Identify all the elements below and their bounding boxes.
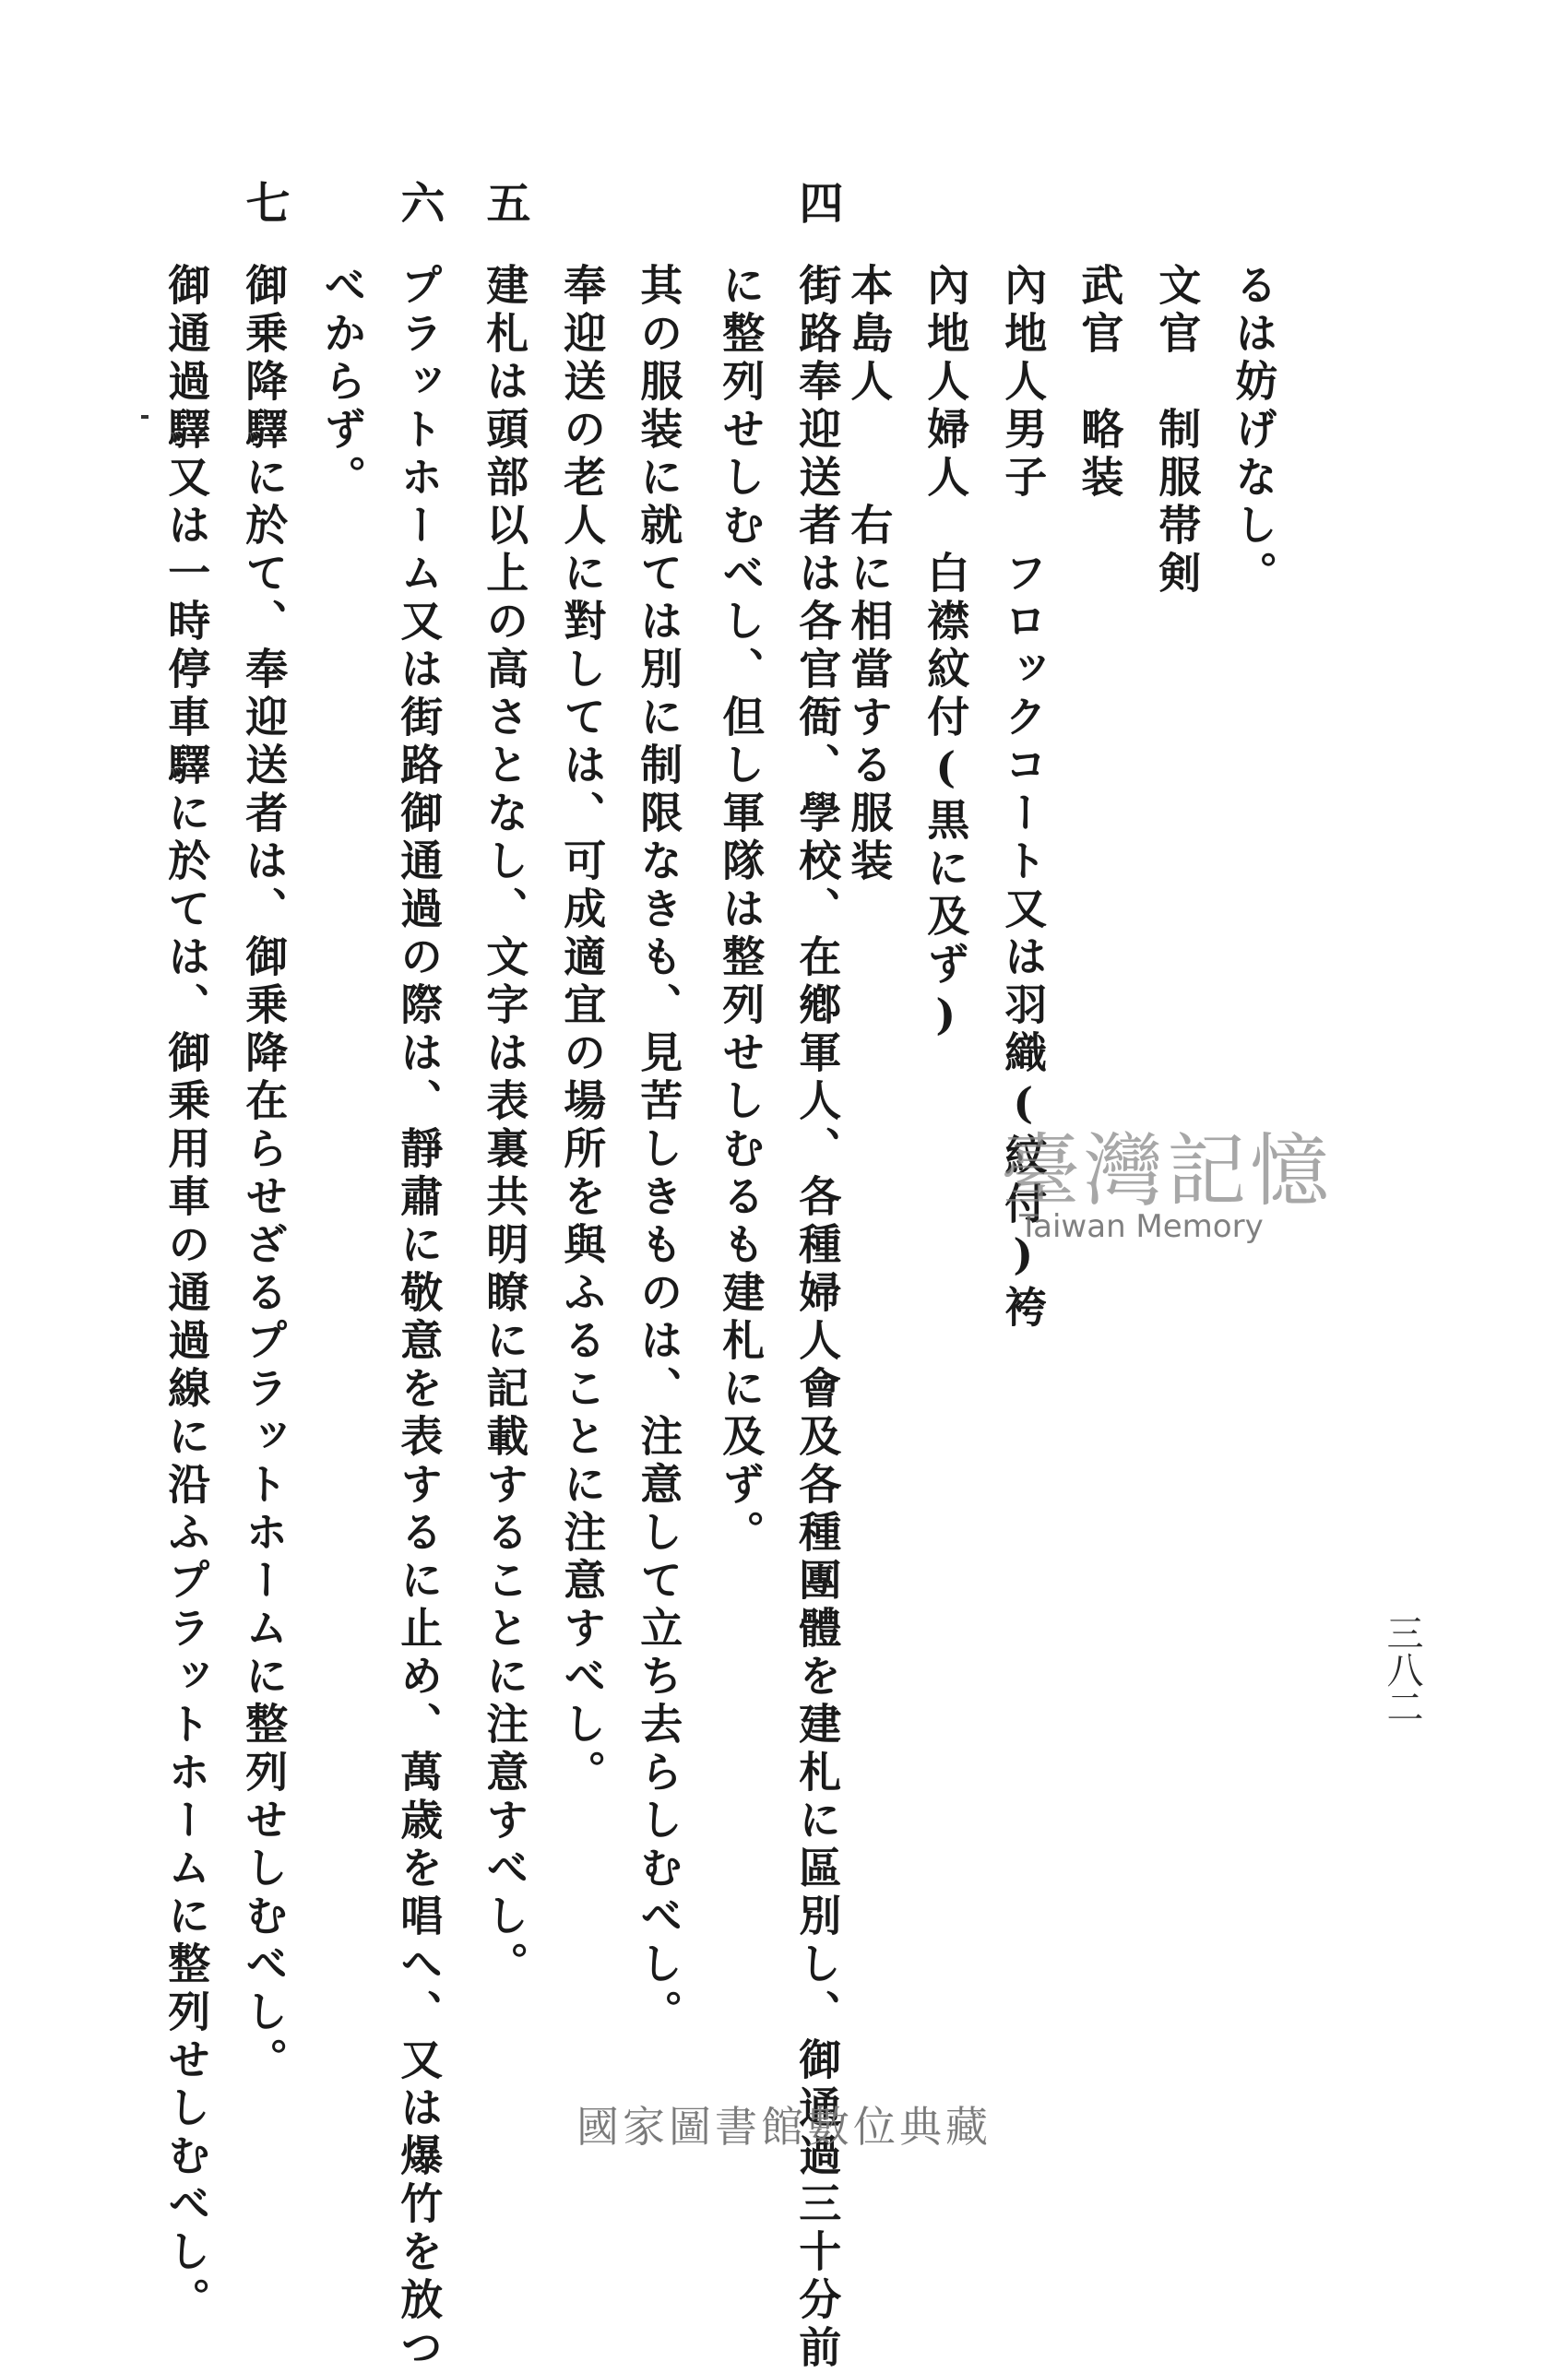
text-column-3: 武官 略装 bbox=[1075, 263, 1125, 503]
text-column-14: 御乗降驛に於て、奉迎送者は、御乗降在らせざるプラットホームに整列せしむべし。 bbox=[239, 263, 290, 2085]
watermark bbox=[1001, 1107, 1333, 1264]
section-number-5: 五 bbox=[479, 180, 530, 224]
text-column-12: プラットホーム又は街路御通過の際は、靜肅に敬意を表するに止め、萬歳を唱へ、又は爆竹を放つ bbox=[394, 263, 445, 2373]
text-column-9: 其の服装に就ては別に制限なきも、見苦しきものは、注意して立ち去らしむべし。 bbox=[634, 263, 684, 2037]
text-column-8: に整列せしむべし、但し軍隊は整列せしむるも建札に及ず。 bbox=[716, 263, 766, 1558]
text-column-10: 奉迎送の老人に對しては、可成適宜の場所を與ふることに注意すべし。 bbox=[557, 263, 608, 1798]
text-column-1: るは妨げなし。 bbox=[1229, 263, 1279, 599]
text-column-7: 街路奉迎送者は各官衙、學校、在鄕軍人、各種婦人會及各種團體を建札に區別し、御通過三十分前 bbox=[792, 263, 843, 2373]
section-number-4: 四 bbox=[791, 180, 843, 224]
watermark-title: 臺灣記憶 bbox=[1001, 1125, 1333, 1217]
text-column-4: 內地人男子 フロックコート又は羽織(紋付)袴 bbox=[998, 263, 1049, 1333]
text-column-13: べからず。 bbox=[317, 263, 368, 503]
text-column-11: 建札は頭部以上の高さとなし、文字は表裏共明瞭に記載することに注意すべし。 bbox=[480, 263, 530, 1989]
text-column-6: 本島人 右に相當する服装 bbox=[844, 263, 895, 886]
section-number-6: 六 bbox=[393, 180, 445, 224]
text-column-2: 文官 制服帯剣 bbox=[1152, 263, 1203, 599]
watermark-subtitle: Taiwan Memory bbox=[1019, 1208, 1264, 1245]
section-number-7: 七 bbox=[238, 180, 290, 224]
margin-mark bbox=[141, 415, 148, 419]
footer-credit: 國家圖書館數位典藏 bbox=[576, 2102, 992, 2152]
text-column-5: 內地人婦人 白襟紋付(黒に及ず) bbox=[921, 263, 971, 1045]
page-number: 三八二 bbox=[1381, 1614, 1423, 1725]
text-column-15: 御通過驛又は一時停車驛に於ては、御乗用車の通過線に沿ふプラットホームに整列せしむべし。 bbox=[161, 263, 212, 2325]
